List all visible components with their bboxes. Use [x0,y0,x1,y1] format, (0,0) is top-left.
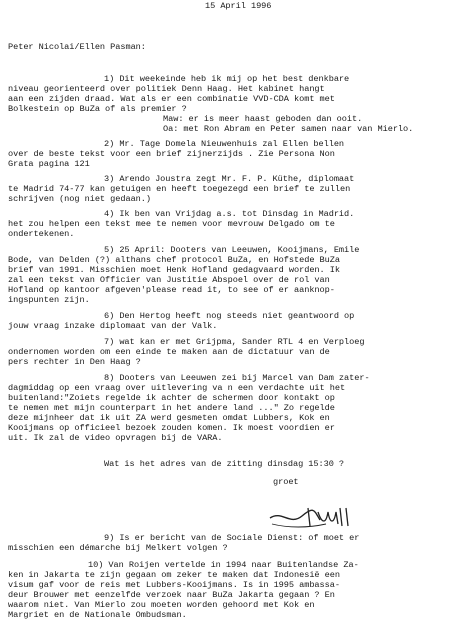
address-question: Wat is het adres van de zitting dinsdag 15:30 ? [104,459,345,469]
item1-line1: 1) Dit weekeinde heb ik mij op het best denkbare [104,74,350,84]
item6-line2: jouw vraag inzake diplomaat van der Valk. [8,321,218,331]
item10-line2: ken in Jakarta te zijn gegaan om zeker te maken dat Indonesië een [8,570,340,580]
item5-line2: Bode, van Delden (?) althans chef protocol BuZa, en Hofstede BuZa [8,255,340,265]
item4-line3: ondertekenen. [8,229,75,239]
item10-line3: visum gaf voor de reis met Lubbers-Kooijmans. Is in 1995 ambassa- [8,580,340,590]
item1-line2: niveau georienteerd over politiek Denn Haag. Het kabinet hangt [8,84,325,94]
item7-line2: ondernomen worden om een einde te maken aan de dictatuur van de [8,347,330,357]
item6-line1: 6) Den Hertog heeft nog steeds niet geantwoord op [104,311,355,321]
item3-line2: te Madrid 74-77 kan getuigen en heeft toegezegd een brief te zullen [8,184,351,194]
item5-line6: ingspunten zijn. [8,295,90,305]
item2-line3: Grata pagina 121 [8,159,90,169]
item10-line5: waarom niet. Van Mierlo zou moeten worden gehoord met Kok en [8,600,315,610]
item7-line3: pers rechter in Den Haag ? [8,357,141,367]
item7-line1: 7) wat kan er met Grijpma, Sander RTL 4 en Verploeg [104,337,365,347]
item8-line7: uit. Ik zal de video opvragen bij de VARA. [8,433,223,443]
salutation: Peter Nicolai/Ellen Pasman: [8,42,146,52]
item10-line1: 10) Van Roijen vertelde in 1994 naar Buitenlandse Za- [88,560,359,570]
item9-line1: 9) Is er bericht van de Sociale Dienst: of moet er [104,533,360,543]
item1-line3: aan een zijden draad. Wat als er een combinatie VVD-CDA komt met [8,94,335,104]
item1-line6: Oa: met Ron Abram en Peter samen naar van Mierlo. [163,124,414,134]
item1-line5: Maw: er is meer haast geboden dan ooit. [163,114,363,124]
item8-line6: Kooijmans op officieel bezoek zouden komen. Ik moest voordien er [8,423,335,433]
item2-line1: 2) Mr. Tage Domela Nieuwenhuis zal Ellen bellen [104,139,345,149]
item5-line1: 5) 25 April: Dooters van Leeuwen, Kooijmans, Emile [104,245,360,255]
item3-line1: 3) Arendo Joustra zegt Mr. F. P. Küthe, diplomaat [104,174,355,184]
handwritten-signature [268,504,358,530]
item4-line2: het zou helpen een tekst mee te nemen voor mevrouw Delgado om te [8,219,335,229]
closing-greeting: groet [273,477,299,487]
item8-line5: deze mijnheer dat ik uit ZA werd gesmeten omdat Lubbers, Kok en [8,413,330,423]
item3-line3: schrijven (nog niet gedaan.) [8,194,151,204]
item10-line6: Margriet en de Nationale Ombudsman. [8,610,187,620]
document-date: 15 April 1996 [205,1,272,11]
item10-line4: deur Brouwer met eenzelfde verzoek naar BuZa Jakarta gegaan ? En [8,590,335,600]
item9-line2: misschien een démarche bij Melkert volgen ? [8,543,228,553]
item1-line4: Bolkestein op BuZa of als premier ? [8,104,187,114]
item5-line5: Hofland op kantoor afgeven'please read it, to see of er aanknop- [8,285,335,295]
item8-line1: 8) Dooters van Leeuwen zei bij Marcel van Dam zater- [104,373,370,383]
item5-line3: brief van 1991. Misschien moet Henk Hofland gedagvaard worden. Ik [8,265,340,275]
item5-line4: zal een tekst van Officier van Justitie Abspoel over de rol van [8,275,330,285]
item2-line2: over de beste tekst voor een brief zijnerzijds . Zie Persona Non [8,149,335,159]
item8-line2: dagmiddag op een vraag over uitlevering va n een verdachte uit het [8,383,346,393]
item8-line4: te nemen met mijn counterpart in het andere land ..." Zo regelde [8,403,335,413]
item4-line1: 4) Ik ben van Vrijdag a.s. tot Dinsdag in Madrid. [104,209,355,219]
item8-line3: buitenland:"Zoiets regelde ik achter de schermen door kontakt op [8,393,335,403]
